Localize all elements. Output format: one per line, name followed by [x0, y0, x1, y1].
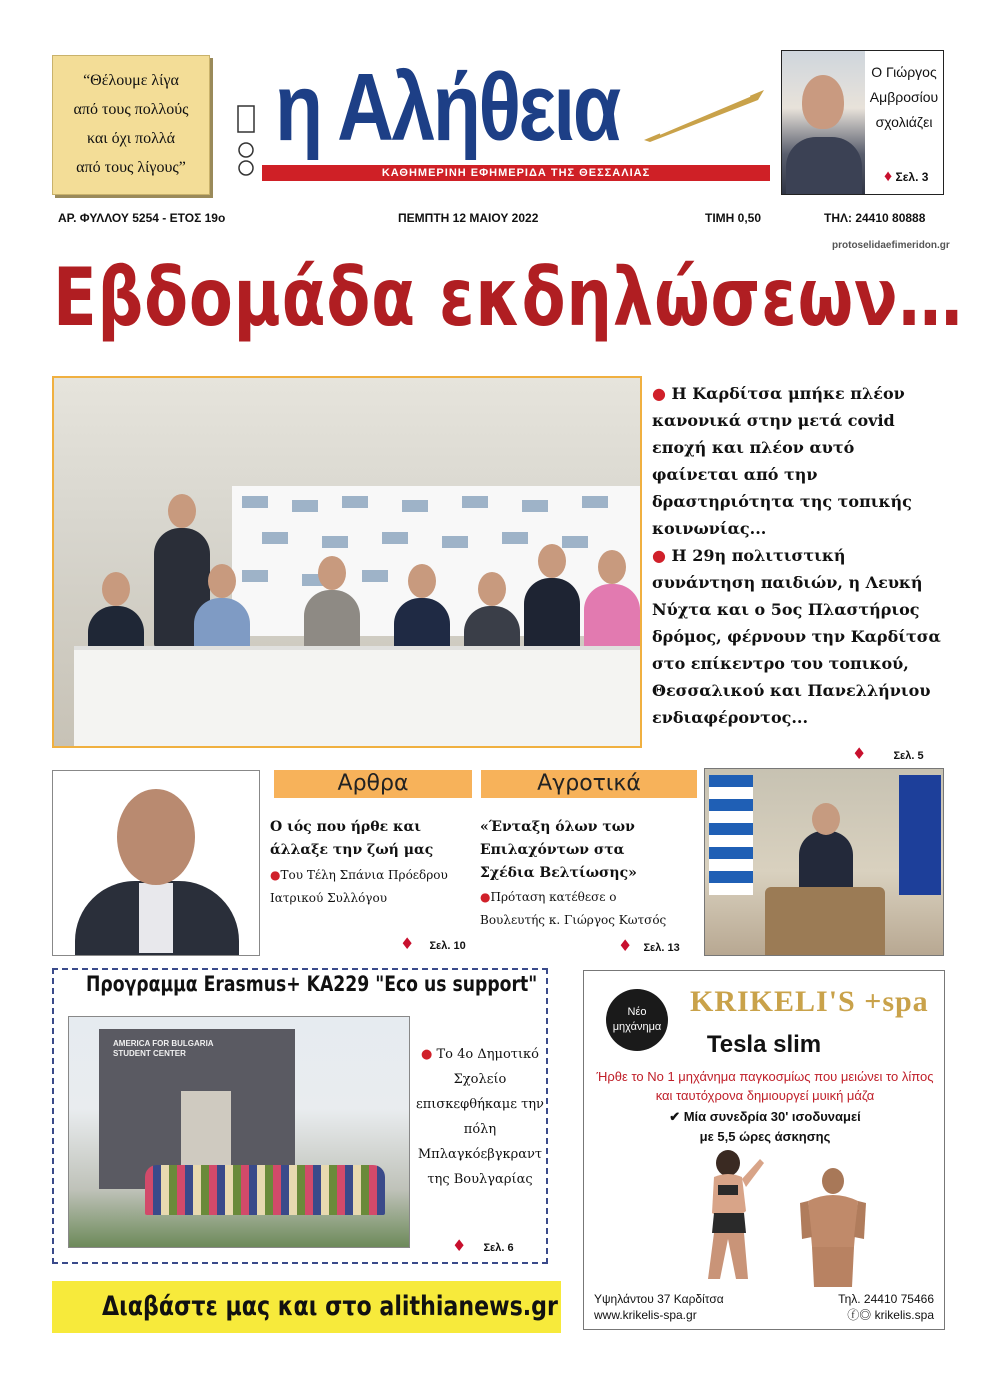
- parliament-photo: [704, 768, 944, 956]
- issue-number: ΑΡ. ΦΥΛΛΟΥ 5254 - ΕΤΟΣ 19ο: [58, 211, 226, 225]
- articles-page-ref: [400, 934, 466, 953]
- erasmus-body: Το 4ο Δημοτικό Σχολείο επισκεφθήκαμε την πόλη Μπλαγκόεβγκραντ της Βουλγαρίας: [416, 1047, 544, 1187]
- page-ref-text: Σελ. 10: [429, 940, 466, 952]
- columnist-line: Ο Γιώργος: [871, 64, 937, 80]
- bullet-icon: ●: [420, 1047, 437, 1062]
- ad-social: [847, 1307, 934, 1323]
- bullet-icon: ●: [652, 384, 672, 403]
- photo-sign-text: AMERICA FOR BULGARIA: [113, 1039, 214, 1048]
- man-figure-image: [794, 1167, 872, 1287]
- krikelis-advertisement: [583, 970, 945, 1330]
- main-headline: Εβδομάδα εκδηλώσεων…: [53, 251, 964, 344]
- instagram-icon: ◎: [859, 1308, 872, 1322]
- motto-line: και όχι πολλά: [87, 130, 175, 147]
- columnist-line: Αμβροσίου: [869, 89, 939, 105]
- motto-line: από τους λίγους”: [76, 159, 186, 176]
- article-title: Ο ιός που ήρθε και άλλαξε την ζωή μας: [270, 819, 434, 858]
- masthead-title: η Αλήθεια: [275, 54, 619, 161]
- diamond-icon: ♦: [852, 744, 867, 763]
- issue-date: ΠΕΜΠΤΗ 12 ΜΑΙΟΥ 2022: [398, 211, 539, 225]
- ad-address: Υψηλάντου 37 Καρδίτσα: [594, 1292, 724, 1306]
- main-story-page-ref: [852, 744, 924, 763]
- ad-red-text: Ήρθε το Νο 1 μηχάνημα παγκοσμίως που μειώνει το λίπος και ταυτόχρονα δημιουργεί μυική μάζα: [596, 1069, 934, 1103]
- byline-text: Πρόταση κατέθεσε ο Βουλευτής κ. Γιώργος Κωτσός: [480, 890, 667, 927]
- ad-black-line: με 5,5 ώρες άσκησης: [699, 1129, 831, 1144]
- source-credit: protoselidaefimeridon.gr: [832, 240, 950, 251]
- ad-web: www.krikelis-spa.gr: [594, 1308, 697, 1322]
- press-conference-photo: [52, 376, 642, 748]
- columnist-photo: [782, 51, 865, 194]
- page-ref-text: Σελ. 3: [895, 170, 929, 184]
- photo-sign-text: STUDENT CENTER: [113, 1049, 186, 1058]
- bullet-text: Η 29η πολιτιστική συνάντηση παιδιών, η Λευκή Νύχτα και ο 5ος Πλαστήριος δρόμος, φέρνουν την Καρδίτσα στο επίκεντρο του τοπικού, Θεσσαλικού και Πανελλήνιου ενδιαφέροντος...: [652, 546, 941, 727]
- bullet-text: Η Καρδίτσα μπήκε πλέον κανονικά στην μετά covid εποχή και πλέον αυτό φαίνεται από την δραστηριότητα της τοπικής κοινωνίας...: [652, 384, 912, 538]
- motto-line: “Θέλουμε λίγα: [83, 72, 179, 89]
- website-banner: [52, 1281, 561, 1333]
- erasmus-photo: [68, 1016, 410, 1248]
- columnist-page-ref: [884, 168, 928, 186]
- ad-black-text: [596, 1107, 934, 1147]
- facebook-icon: ⓕ: [847, 1308, 860, 1322]
- website-banner-text: Διαβάστε μας και στο alithianews.gr: [102, 1291, 558, 1322]
- issue-price: ΤΙΜΗ 0,50: [705, 211, 762, 225]
- erasmus-text: [414, 1042, 546, 1192]
- ad-product: Tesla slim: [706, 1031, 822, 1058]
- page-ref-text: Σελ. 13: [643, 942, 680, 954]
- ad-badge-line: Νέο: [627, 1006, 647, 1018]
- agro-byline: [480, 886, 670, 932]
- main-story-text: [652, 380, 946, 731]
- section-tag-articles: Αρθρα: [274, 770, 472, 798]
- woman-figure-image: [684, 1149, 768, 1281]
- bullet-icon: ●: [270, 868, 281, 882]
- section-tag-agro: Αγροτικά: [481, 770, 697, 798]
- motto-line: από τους πολλούς: [73, 101, 189, 118]
- diamond-icon: ♦: [452, 1236, 467, 1255]
- page-ref-text: Σελ. 6: [483, 1242, 514, 1254]
- byline-text: Του Τέλη Σπάνια Πρόεδρου Ιατρικού Συλλόγου: [270, 868, 448, 905]
- agro-title: «Ένταξη όλων των Επιλαχόντων στα Σχέδια Βελτίωσης»: [480, 819, 637, 881]
- diamond-icon: ♦: [884, 168, 893, 185]
- ad-badge-line: μηχάνημα: [612, 1021, 662, 1033]
- seal-icon: [236, 104, 256, 178]
- author-photo: [52, 770, 260, 956]
- masthead-subtitle: ΚΑΘΗΜΕΡΙΝΗ ΕΦΗΜΕΡΙΔΑ ΤΗΣ ΘΕΣΣΑΛΙΑΣ: [262, 165, 770, 181]
- main-story-bullet: [652, 542, 946, 731]
- ad-social-handle: krikelis.spa: [874, 1308, 934, 1322]
- ad-phone: Τηλ. 24410 75466: [838, 1292, 934, 1306]
- diamond-icon: ♦: [618, 936, 633, 955]
- columnist-line: σχολιάζει: [875, 114, 933, 130]
- issue-phone: ΤΗΛ: 24410 80888: [824, 211, 926, 225]
- motto-box: [52, 55, 210, 195]
- columnist-text: [866, 60, 942, 135]
- article-byline: [270, 864, 466, 910]
- diamond-icon: ♦: [400, 934, 415, 953]
- page-ref-text: Σελ. 5: [893, 750, 924, 762]
- ad-footer: [594, 1291, 934, 1323]
- erasmus-page-ref: [452, 1236, 514, 1255]
- bullet-icon: ●: [480, 890, 491, 904]
- ad-black-line: ✔ Μία συνεδρία 30' ισοδυναμεί: [669, 1109, 861, 1124]
- erasmus-title: Προγραμμα Erasmus+ KA229 "Eco us support": [86, 972, 538, 996]
- ad-brand: KRIKELI'S +spa: [690, 985, 929, 1018]
- agro-page-ref: [618, 936, 680, 955]
- quill-icon: [640, 84, 770, 144]
- main-story-bullet: [652, 380, 946, 542]
- bullet-icon: ●: [652, 546, 672, 565]
